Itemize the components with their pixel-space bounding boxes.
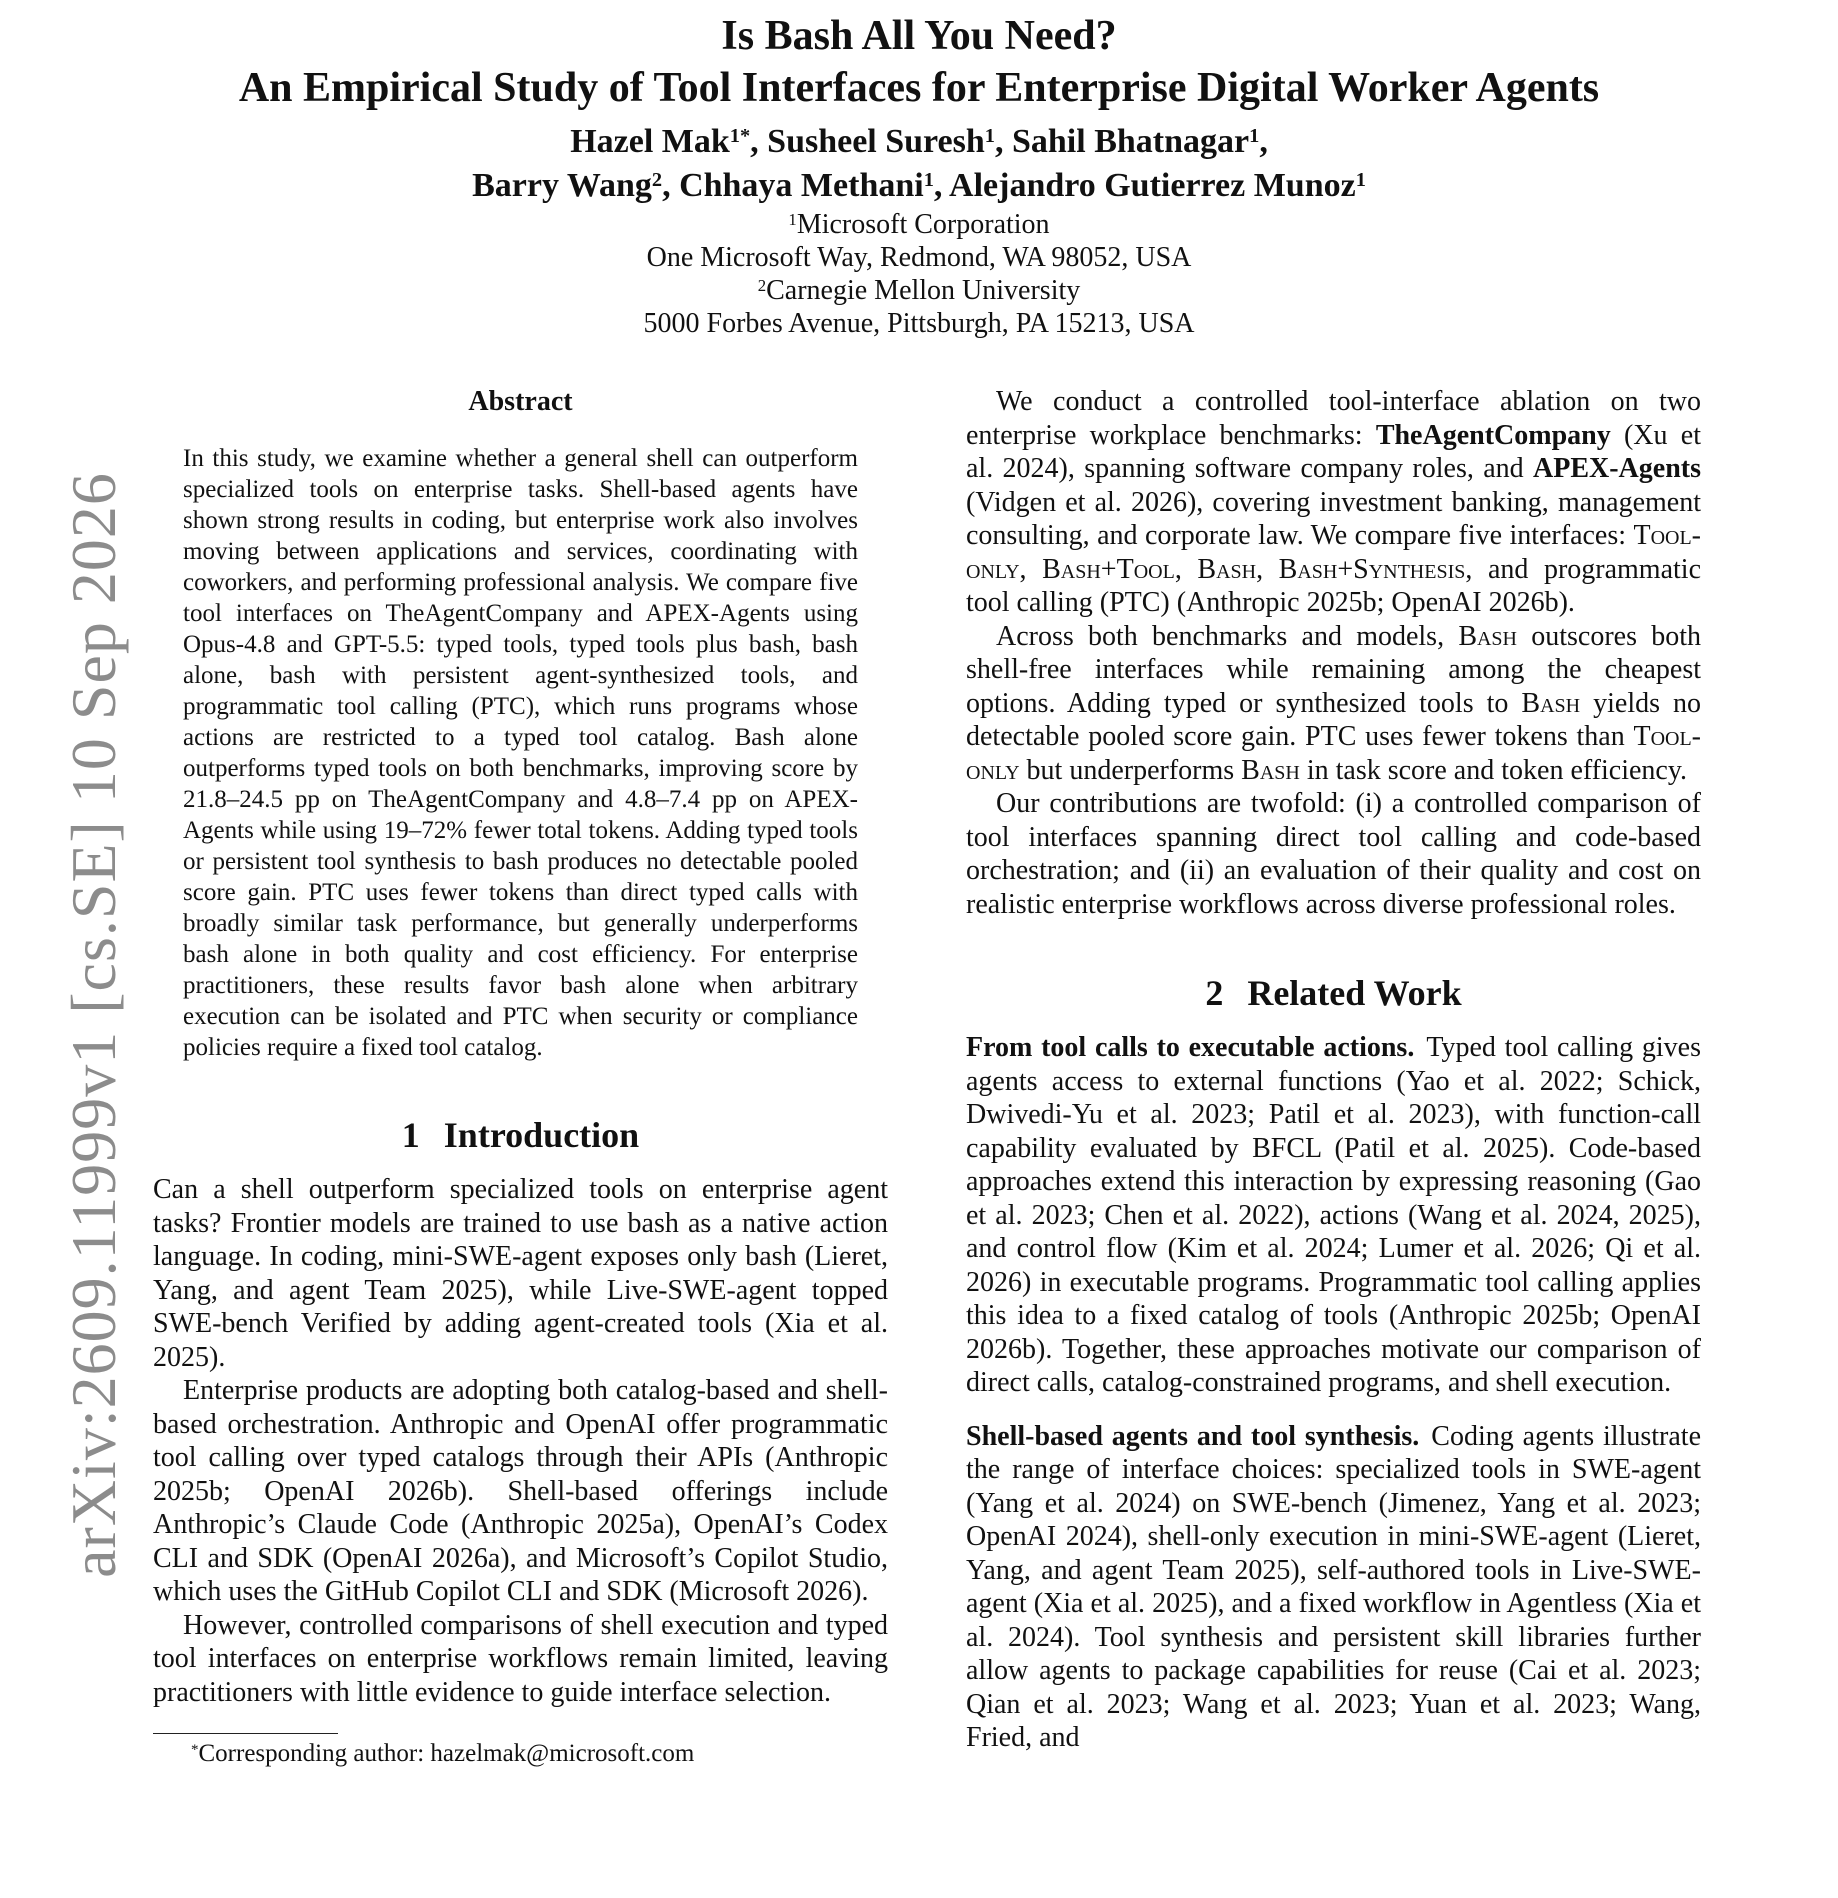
text-run: Coding agents illustrate the range of interface choices: specialized tools in SWE-agent (Yang et al. 2024) on SWE-bench (Jimenez, Yang et al. 2023; OpenAI 2024), shell-only execution in mini-SWE-agent (Lieret, Yang, and agent Team 2025), self-authored tools in Live-SWE-agent (Xia et al. 2025), and a fixed workflow in Agentless (Xia et al. 2024). Tool synthesis and persistent skill libraries further allow agents to package capabilities for reuse (Cai et al. 2023; Qian et al. 2023; Wang et al. 2023; Yuan et al. 2023; Wang, Fried, and [966, 1420, 1701, 1753]
affiliation-1-address: One Microsoft Way, Redmond, WA 98052, USA [646, 242, 1192, 273]
affiliation-mark: 2 [757, 275, 767, 295]
left-column [153, 385, 888, 1770]
text-run: Typed tool calling gives agents access to external functions (Yao et al. 2022; Schick, Dwivedi-Yu et al. 2023; Patil et al. 2023), with function-call capability evaluated by BFCL (Patil et al. 2025). Code-based approaches extend this interaction by expressing reasoning (Gao et al. 2023; Chen et al. 2022), actions (Wang et al. 2024, 2025), and control flow (Kim et al. 2024; Lumer et al. 2026; Qi et al. 2026) in executable programs. Programmatic tool calling applies this idea to a fixed catalog of tools (Anthropic 2025b; OpenAI 2026b). Together, these approaches motivate our comparison of direct calls, catalog-constrained programs, and shell execution. [966, 1032, 1702, 1398]
footnote [191, 1738, 888, 1770]
author-affiliation-mark: 1 [923, 168, 934, 191]
text-run: in task score and token efficiency. [1299, 754, 1688, 786]
intro-paragraph-6: Our contributions are twofold: (i) a controlled comparison of tool interfaces spanning direct tool calling and code-based orchestration; and (ii) an evaluation of their quality and cost on realistic enterprise workflows across diverse professional roles. [966, 788, 1701, 920]
author-affiliation-mark: 2 [651, 168, 663, 191]
section-heading-introduction [153, 1113, 888, 1157]
related-paragraph-2 [966, 1420, 1701, 1755]
abstract-heading: Abstract [468, 386, 573, 417]
text-run: , and programmatic tool calling (PTC) (Anthropic 2025b; OpenAI 2026b). [966, 553, 1702, 618]
affiliation-name: Microsoft Corporation [796, 209, 1050, 240]
text-run: Across both benchmarks and models, [996, 620, 1459, 652]
paragraph-heading: Shell-based agents and tool synthesis. [966, 1420, 1420, 1452]
footnote-rule [153, 1733, 338, 1734]
footnote-text: Corresponding author: hazelmak@microsoft.com [198, 1740, 695, 1767]
intro-paragraph-5 [966, 620, 1701, 788]
affiliation-2-address: 5000 Forbes Avenue, Pittsburgh, PA 15213, USA [643, 308, 1195, 339]
section-title: Related Work [1247, 973, 1462, 1013]
author-name: Sahil Bhatnagar [1011, 123, 1250, 160]
interface-name: Tool-only [966, 520, 1701, 585]
interface-name: Bash+Synthesis [1278, 553, 1466, 585]
interface-name: Tool-only [966, 721, 1701, 786]
text-run: (Vidgen et al. 2026), covering investment banking, management consulting, and corporate law. We compare five interfaces: [966, 486, 1701, 551]
affiliation-2-name [0, 274, 1838, 307]
paper-title-line-2: An Empirical Study of Tool Interfaces for Enterprise Digital Worker Agents [238, 65, 1600, 111]
text-run: yields no detectable pooled score gain. PTC uses fewer tokens than [966, 687, 1702, 752]
text-run: , [1019, 553, 1043, 585]
author-affiliation-mark: 1 [1249, 124, 1260, 147]
interface-name: Bash [1521, 687, 1581, 719]
author-name: Chhaya Methani [679, 167, 924, 204]
intro-paragraph-1: Can a shell outperform specialized tools on enterprise agent tasks? Frontier models are trained to use bash as a native action language. In coding, mini-SWE-agent exposes only bash (Lieret, Yang, and agent Team 2025), while Live-SWE-agent topped SWE-bench Verified by adding agent-created tools (Xia et al. 2025). [153, 1174, 888, 1373]
author-name: Barry Wang [472, 167, 652, 204]
text-run: but underperforms [1019, 754, 1242, 786]
benchmark-name: TheAgentCompany [1375, 419, 1611, 451]
section-title: Introduction [443, 1115, 640, 1155]
abstract-text: In this study, we examine whether a general shell can outperform specialized tools on enterprise tasks. Shell-based agents have shown strong results in coding, but enterprise work also involves moving between applications and services, coordinating with coworkers, and performing professional analysis. We compare five tool interfaces on TheAgentCompany and APEX-Agents using Opus-4.8 and GPT-5.5: typed tools, typed tools plus bash, bash alone, bash with persistent agent-synthesized tools, and programmatic tool calling (PTC), which runs programs whose actions are restricted to a typed tool catalog. Bash alone outperforms typed tools on both benchmarks, improving score by 21.8–24.5 pp on TheAgentCompany and 4.8–7.4 pp on APEX-Agents while using 19–72% fewer total tokens. Adding typed tools or persistent tool synthesis to bash produces no detectable pooled score gain. PTC uses fewer tokens than direct typed calls with broadly similar task performance, but generally underperforms bash alone in both quality and cost efficiency. For enterprise practitioners, these results favor bash alone when arbitrary execution can be isolated and PTC when security or compliance policies require a fixed tool catalog. [183, 445, 858, 1061]
author-name: Hazel Mak [570, 123, 730, 160]
affiliations [0, 208, 1838, 340]
section-heading-related-work [966, 971, 1701, 1015]
interface-name: Bash [1197, 553, 1257, 585]
author-affiliation-mark: 1 [1355, 168, 1366, 191]
benchmark-name: APEX-Agents [1533, 453, 1701, 484]
footnote-mark: * [191, 1741, 199, 1758]
author-affiliation-mark: 1 [984, 124, 995, 147]
paragraph-heading: From tool calls to executable actions. [966, 1032, 1415, 1063]
text-run: outscores both shell-free interfaces while remaining among the cheapest options. Adding typed or synthesized tools to [966, 620, 1701, 719]
author-line-2: Barry Wang$^2$, Chhaya Methani$^1$, Alejandro Gutierrez Munoz$^1$ [472, 167, 1366, 204]
intro-paragraph-3: However, controlled comparisons of shell execution and typed tool interfaces on enterprise workflows remain limited, leaving practitioners with little evidence to guide interface selection. [153, 1609, 888, 1708]
affiliation-name: Carnegie Mellon University [766, 275, 1081, 306]
intro-paragraph-4 [966, 385, 1701, 620]
paper-title-line-1: Is Bash All You Need? [721, 13, 1117, 59]
intro-paragraph-2: Enterprise products are adopting both catalog-based and shell-based orchestration. Anthropic and OpenAI offer programmatic tool calling over typed catalogs through their APIs (Anthropic 2025b; OpenAI 2026b). Shell-based offerings include Anthropic’s Claude Code (Anthropic 2025a), OpenAI’s Codex CLI and SDK (OpenAI 2026a), and Microsoft’s Copilot Studio, which uses the GitHub Copilot CLI and SDK (Microsoft 2026). [153, 1375, 888, 1607]
author-list [0, 120, 1838, 208]
affiliation-1-name [0, 208, 1838, 241]
interface-name: Bash [1458, 620, 1517, 652]
right-column [966, 385, 1701, 1775]
interface-name: Bash+Tool [1042, 553, 1175, 585]
affiliation-mark: 1 [788, 209, 797, 229]
related-paragraph-1 [966, 1031, 1701, 1400]
author-line-1: Hazel Mak$^{1*}$, Susheel Suresh$^1$, Sahil Bhatnagar$^1$, [570, 123, 1268, 160]
arxiv-identifier-stamp: arXiv:2609.11999v1 [cs.SE] 10 Sep 2026 [58, 472, 129, 1578]
interface-name: Bash [1241, 754, 1300, 786]
text-run: , [1174, 553, 1198, 585]
author-name: Susheel Suresh [767, 123, 985, 160]
author-affiliation-mark: 1* [729, 124, 751, 147]
text-run: (Xu et al. 2024), spanning software company roles, and [966, 419, 1701, 484]
section-number: 1 [401, 1115, 420, 1155]
text-run: , [1256, 553, 1279, 585]
author-name: Alejandro Gutierrez Munoz [949, 167, 1356, 204]
section-number: 2 [1205, 973, 1224, 1013]
text-run: We conduct a controlled tool-interface ablation on two enterprise workplace benchmarks: [966, 386, 1701, 451]
paper-header [0, 10, 1838, 340]
